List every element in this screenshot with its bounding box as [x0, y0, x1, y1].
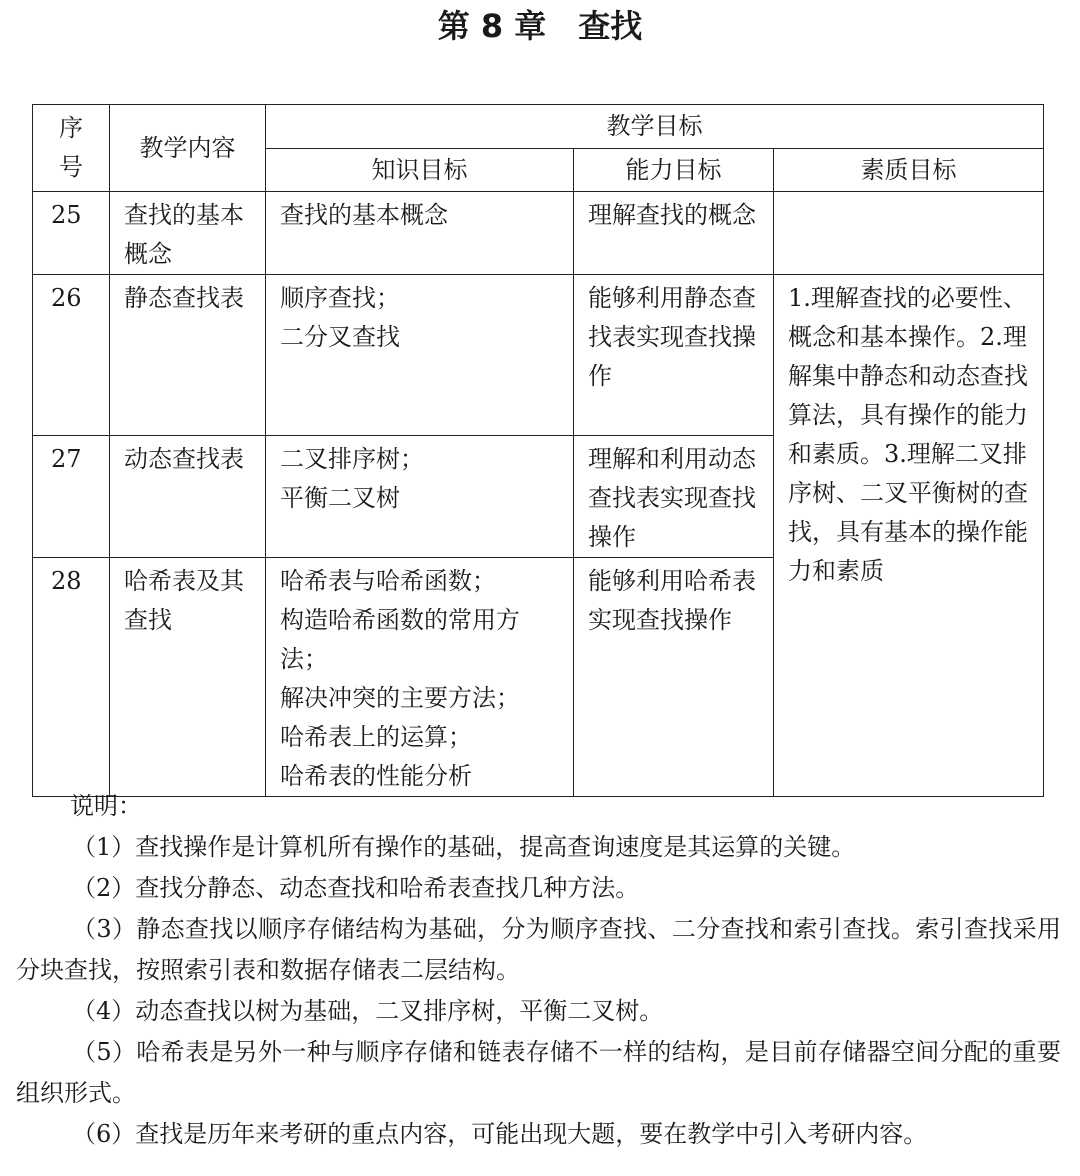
- knowledge-item: 二叉排序树；: [280, 445, 424, 473]
- note-paragraph: （5）哈希表是另外一种与顺序存储和链表存储不一样的结构，是目前存储器空间分配的重要组织形式。: [16, 1038, 1061, 1107]
- row-content: 静态查找表: [110, 275, 266, 436]
- note-paragraph: （2）查找分静态、动态查找和哈希表查找几种方法。: [72, 874, 640, 902]
- knowledge-item: 顺序查找；: [280, 284, 400, 312]
- row-seq: 25: [33, 192, 110, 275]
- knowledge-item: 构造哈希函数的常用方法；: [280, 606, 520, 673]
- note-paragraph: （1）查找操作是计算机所有操作的基础，提高查询速度是其运算的关键。: [72, 833, 856, 861]
- quality-goals-cell: 1.理解查找的必要性、概念和基本操作。2.理解集中静态和动态查找算法，具有操作的能力和素质。3.理解二叉排序树、二叉平衡树的查找，具有基本的操作能力和素质: [774, 275, 1044, 797]
- row-content: 动态查找表: [110, 436, 266, 558]
- knowledge-item: 查找的基本概念: [280, 201, 448, 229]
- knowledge-item: 哈希表的性能分析: [280, 762, 472, 790]
- page-title: 第 8 章 查找: [437, 7, 643, 45]
- row-ability: 能够利用哈希表实现查找操作: [574, 558, 774, 797]
- table-row: [33, 275, 1044, 436]
- knowledge-item: 平衡二叉树: [280, 484, 400, 512]
- header-ability: 能力目标: [574, 149, 774, 192]
- header-seq: 序号: [33, 105, 110, 192]
- row-ability: 理解和利用动态查找表实现查找操作: [574, 436, 774, 558]
- header-content: 教学内容: [110, 105, 266, 192]
- row-knowledge: [266, 275, 574, 436]
- knowledge-item: 哈希表上的运算；: [280, 723, 472, 751]
- table-row: [33, 192, 1044, 275]
- row-knowledge: [266, 436, 574, 558]
- notes-label: 说明：: [70, 792, 142, 820]
- note-paragraph: （6）查找是历年来考研的重点内容，可能出现大题，要在教学中引入考研内容。: [72, 1120, 928, 1148]
- table-header-row: [33, 105, 1044, 149]
- knowledge-item: 哈希表与哈希函数；: [280, 567, 496, 595]
- note-paragraph: （4）动态查找以树为基础，二叉排序树，平衡二叉树。: [72, 997, 664, 1025]
- header-knowledge: 知识目标: [266, 149, 574, 192]
- teaching-goals-table: [32, 104, 1044, 797]
- row-ability: 能够利用静态查找表实现查找操作: [574, 275, 774, 436]
- note-paragraph: （3）静态查找以顺序存储结构为基础，分为顺序查找、二分查找和索引查找。索引查找采用分块查找，按照索引表和数据存储表二层结构。: [16, 915, 1061, 984]
- row-quality-empty: [774, 192, 1044, 275]
- row-knowledge: [266, 558, 574, 797]
- row-seq: 26: [33, 275, 110, 436]
- row-ability: 理解查找的概念: [574, 192, 774, 275]
- row-seq: 27: [33, 436, 110, 558]
- knowledge-item: 解决冲突的主要方法；: [280, 684, 520, 712]
- notes-section: [16, 786, 1061, 1155]
- knowledge-item: 二分叉查找: [280, 323, 400, 351]
- row-knowledge: [266, 192, 574, 275]
- header-goals: 教学目标: [266, 105, 1044, 149]
- row-seq: 28: [33, 558, 110, 797]
- row-content: 哈希表及其查找: [110, 558, 266, 797]
- row-content: 查找的基本概念: [110, 192, 266, 275]
- header-quality: 素质目标: [774, 149, 1044, 192]
